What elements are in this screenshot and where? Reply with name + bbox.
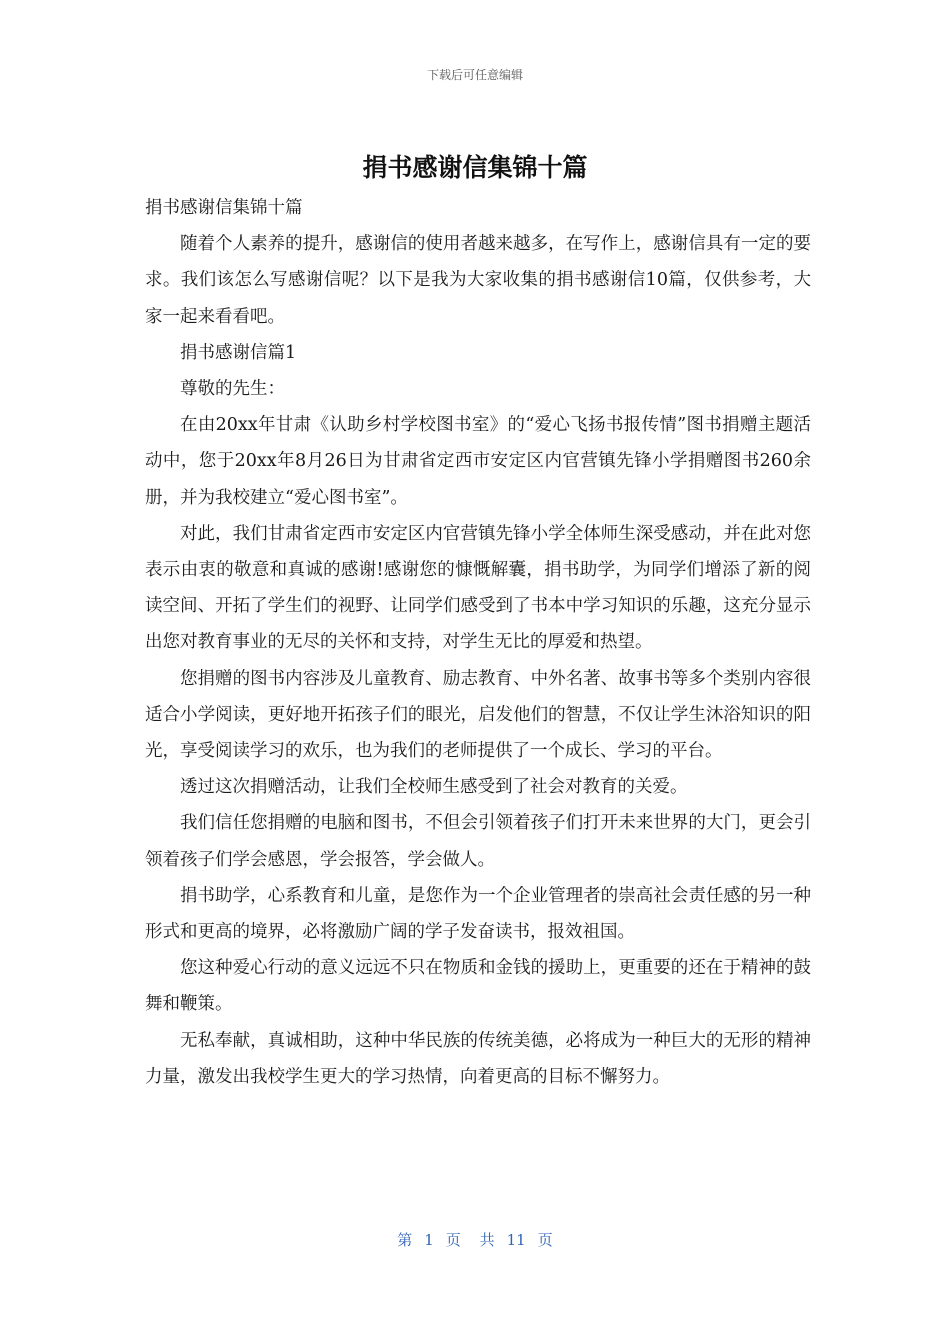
paragraph: 在由20xx年甘肃《认助乡村学校图书室》的“爱心飞扬书报传情”图书捐赠主题活动中，您于20xx年8月26日为甘肃省定西市安定区内官营镇先锋小学捐赠图书260余册，并为我校建立“爱心图书室”。 [145, 415, 811, 508]
footer-current-page: 1 [424, 1231, 434, 1249]
paragraph-salutation: 尊敬的先生： [180, 379, 285, 400]
footer-prefix: 第 [397, 1231, 413, 1249]
paragraph: 您这种爱心行动的意义远远不只在物质和金钱的援助上，更重要的还在于精神的鼓舞和鞭策。 [145, 958, 811, 1015]
paragraph: 捐书助学，心系教育和儿童，是您作为一个企业管理者的崇高社会责任感的另一种形式和更高的境界，必将激励广阔的学子发奋读书，报效祖国。 [145, 885, 811, 943]
paragraph-section-heading: 捐书感谢信篇1 [180, 342, 297, 363]
document-body [145, 190, 811, 1095]
paragraph-intro: 随着个人素养的提升，感谢信的使用者越来越多，在写作上，感谢信具有一定的要求。我们该怎么写感谢信呢？以下是我为大家收集的捐书感谢信10篇，仅供参考，大家一起来看看吧。 [145, 234, 811, 327]
page-footer [0, 1229, 950, 1250]
paragraph: 您捐赠的图书内容涉及儿童教育、励志教育、中外名著、故事书等多个类别内容很适合小学阅读，更好地开拓孩子们的眼光，启发他们的智慧，不仅让学生沐浴知识的阳光，享受阅读学习的欢乐，也为我们的老师提供了一个成长、学习的平台。 [145, 668, 811, 762]
footer-suffix: 页 [537, 1231, 553, 1249]
paragraph: 我们信任您捐赠的电脑和图书，不但会引领着孩子们打开未来世界的大门，更会引领着孩子们学会感恩，学会报答，学会做人。 [145, 813, 811, 870]
document-title: 捐书感谢信集锦十篇 [362, 153, 588, 182]
paragraph-subtitle: 捐书感谢信集锦十篇 [145, 198, 303, 218]
paragraph: 透过这次捐赠活动，让我们全校师生感受到了社会对教育的关爱。 [180, 777, 688, 798]
paragraph: 对此，我们甘肃省定西市安定区内官营镇先锋小学全体师生深受感动，并在此对您表示由衷的敬意和真诚的感谢!感谢您的慷慨解囊，捐书助学，为同学们增添了新的阅读空间、开拓了学生们的视野、让同学们感受到了书本中学习知识的乐趣，这充分显示出您对教育事业的无尽的关怀和支持，对学生无比的厚爱和热望。 [145, 523, 811, 653]
paragraph: 无私奉献，真诚相助，这种中华民族的传统美德，必将成为一种巨大的无形的精神力量，激发出我校学生更大的学习热情，向着更高的目标不懈努力。 [145, 1030, 811, 1087]
footer-middle: 页 共 [445, 1231, 495, 1249]
header-note: 下载后可任意编辑 [426, 68, 523, 82]
footer-total-pages: 11 [506, 1231, 526, 1249]
